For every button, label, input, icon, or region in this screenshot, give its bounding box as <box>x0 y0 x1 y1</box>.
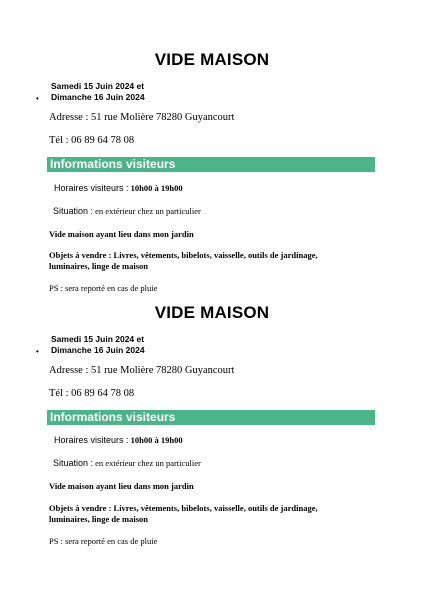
situation-line <box>53 206 201 217</box>
hours-value: 10h00 à 19h00 <box>130 435 183 445</box>
hours-value: 10h00 à 19h00 <box>130 183 183 193</box>
flyer-title: VIDE MAISON <box>154 50 270 69</box>
situation-value: en extérieur chez un particulier <box>95 458 201 468</box>
info-heading-bar <box>47 157 375 172</box>
hours-line <box>54 435 183 446</box>
situation-line <box>53 458 201 469</box>
objects-line-1: Objets à vendre : Livres, vêtements, bibelots, vaisselle, outils de jardinage, <box>49 250 318 260</box>
address-line: Adresse : 51 rue Molière 78280 Guyancourt <box>49 365 235 376</box>
objects-line-2: luminaires, linge de maison <box>49 514 149 524</box>
info-heading: Informations visiteurs <box>50 410 176 424</box>
hours-label: Horaires visiteurs : <box>54 435 129 445</box>
date-line-2: Dimanche 16 Juin 2024 <box>51 345 145 355</box>
date-line-1: Samedi 15 Juin 2024 et <box>51 334 145 344</box>
info-heading-bar <box>47 410 375 425</box>
phone-line: Tél : 06 89 64 78 08 <box>49 135 135 146</box>
hours-label: Horaires visiteurs : <box>54 183 129 193</box>
ps-line: PS : sera reporté en cas de pluie <box>49 536 158 546</box>
bullet-icon: • <box>36 94 39 103</box>
date-line-2: Dimanche 16 Juin 2024 <box>51 92 145 102</box>
bullet-icon: • <box>36 347 39 356</box>
situation-label: Situation : <box>53 458 94 468</box>
garden-note: Vide maison ayant lieu dans mon jardin <box>49 229 194 239</box>
flyer-title: VIDE MAISON <box>154 303 270 322</box>
ps-line: PS : sera reporté en cas de pluie <box>49 283 158 293</box>
address-line: Adresse : 51 rue Molière 78280 Guyancourt <box>49 112 235 123</box>
info-heading: Informations visiteurs <box>50 157 176 171</box>
garden-note: Vide maison ayant lieu dans mon jardin <box>49 481 194 491</box>
objects-line-1: Objets à vendre : Livres, vêtements, bibelots, vaisselle, outils de jardinage, <box>49 503 318 513</box>
hours-line <box>54 183 183 194</box>
date-line-1: Samedi 15 Juin 2024 et <box>51 81 145 91</box>
situation-label: Situation : <box>53 206 94 216</box>
objects-line-2: luminaires, linge de maison <box>49 261 149 271</box>
phone-line: Tél : 06 89 64 78 08 <box>49 388 135 399</box>
situation-value: en extérieur chez un particulier <box>95 206 201 216</box>
